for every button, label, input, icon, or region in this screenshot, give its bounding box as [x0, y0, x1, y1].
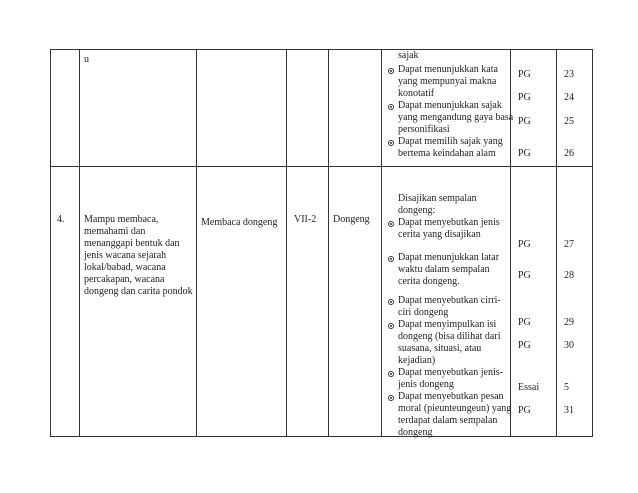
indicator-line: Dapat menyebutkan jenis [398, 217, 500, 228]
indicator-line: kejadian) [398, 355, 436, 366]
indicator-line: Dapat menyebutkan cirri- [398, 295, 501, 306]
indicator-intro: Disajikan sempalan [398, 193, 477, 204]
indicator-line: dongeng [398, 427, 433, 438]
competency-line: lokal/babad, wacana [84, 262, 166, 273]
indicator-line: konotatif [398, 88, 435, 99]
question-type: PG [518, 340, 531, 351]
indicator-line: jenis dongeng [398, 379, 454, 390]
competency-line: dongeng dan carita pondok [84, 286, 193, 297]
bullet-icon [388, 140, 394, 146]
question-number: 27 [564, 239, 574, 250]
indicator-intro: dongeng: [398, 205, 436, 216]
question-number: 29 [564, 317, 574, 328]
indicator-line: Dapat menunjukkan sajak [398, 100, 502, 111]
bullet-icon [388, 256, 394, 262]
question-type: PG [518, 405, 531, 416]
indicator-line: cerita yang disajikan [398, 229, 481, 240]
competency-line: jenis wacana sejarah [84, 250, 167, 261]
question-type: PG [518, 92, 531, 103]
indicator-line: bertema keindahan alam [398, 148, 496, 159]
material-cell: Membaca dongeng [201, 217, 278, 228]
indicator-line: moral (pieunteungeun) yang [398, 403, 512, 414]
bullet-icon [388, 221, 394, 227]
indicator-line: personifikasi [398, 124, 450, 135]
question-type: PG [518, 239, 531, 250]
bullet-icon [388, 299, 394, 305]
row-number: 4. [57, 214, 65, 225]
indicator-line: dongeng (bisa dilihat dari [398, 331, 501, 342]
competency-line: percakapan, wacana [84, 274, 165, 285]
question-number: 23 [564, 69, 574, 80]
indicator-line: yang mengandung gaya basa [398, 112, 514, 123]
question-number: 5 [564, 382, 569, 393]
competency-line: menanggapi bentuk dan [84, 238, 180, 249]
competency-line: memahami dan [84, 226, 146, 237]
bullet-icon [388, 371, 394, 377]
indicator-line: yang mempunyai makna [398, 76, 497, 87]
indicator-line: cerita dongeng. [398, 276, 460, 287]
question-type: PG [518, 69, 531, 80]
indicator-line: Dapat menyimpulkan isi [398, 319, 497, 330]
bullet-icon [388, 395, 394, 401]
question-number: 24 [564, 92, 574, 103]
topic-cell: Dongeng [333, 214, 370, 225]
question-type: PG [518, 317, 531, 328]
question-type: PG [518, 270, 531, 281]
indicator-line: Dapat menyebutkan jenis- [398, 367, 503, 378]
class-cell: VII-2 [294, 214, 317, 225]
indicator-line: suasana, situasi, atau [398, 343, 482, 354]
question-number: 25 [564, 116, 574, 127]
indicator-line: ciri dongeng [398, 307, 449, 318]
indicator-line: waktu dalam sempalan [398, 264, 490, 275]
indicator-line: sajak [398, 50, 419, 61]
question-number: 30 [564, 340, 574, 351]
indicator-line: Dapat menunjukkan kata [398, 64, 498, 75]
indicator-line: Dapat memilih sajak yang [398, 136, 503, 147]
indicator-line: terdapat dalam sempalan [398, 415, 498, 426]
question-number: 26 [564, 148, 574, 159]
question-number: 31 [564, 405, 574, 416]
question-type: Essai [518, 382, 540, 393]
bullet-icon [388, 104, 394, 110]
bullet-icon [388, 323, 394, 329]
indicator-line: Dapat menunjukkan latar [398, 252, 500, 263]
question-number: 28 [564, 270, 574, 281]
competency-line: Mampu membaca, [84, 214, 159, 225]
bullet-icon [388, 68, 394, 74]
question-type: PG [518, 116, 531, 127]
indicator-line: Dapat menyebutkan pesan [398, 391, 504, 402]
question-type: PG [518, 148, 531, 159]
top-row-competency-text: u [84, 54, 89, 65]
